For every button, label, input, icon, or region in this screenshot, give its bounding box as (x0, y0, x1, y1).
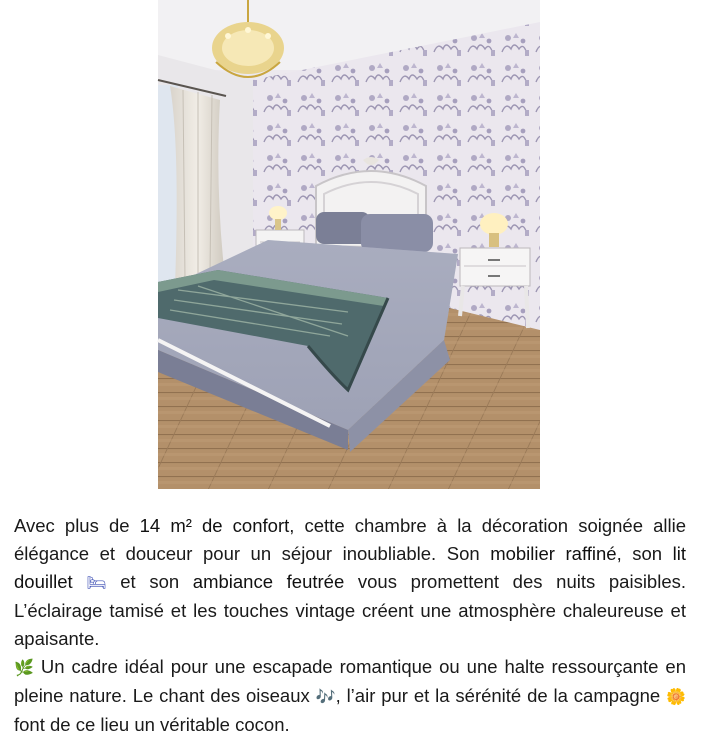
description-paragraph-1 (14, 512, 686, 653)
text-run: , cette chambre à la décoration soignée allie élégance et douceur pour un séjour inoubliable. Son (14, 515, 687, 564)
surface-highlight: 14 m² de confort (139, 515, 290, 536)
leaf-icon: 🌿 (14, 658, 34, 677)
text-run: et son (106, 571, 193, 592)
flower-icon: 🌼 (666, 687, 686, 706)
furniture-highlight: mobilier raffiné (490, 543, 617, 564)
text-run: Avec plus de (14, 515, 140, 536)
text-run: , l’air pur et la sérénité de la campagne (335, 685, 667, 706)
description-paragraph-2 (14, 653, 686, 739)
text-run: font de ce lieu un véritable cocon. (14, 714, 290, 735)
text-run: vous promettent des nuits paisibles. L’éclairage tamisé et les touches vintage créent une atmosphère chaleureuse et apaisante. (14, 571, 687, 649)
text-run: , son (616, 543, 673, 564)
ambiance-highlight: ambiance feutrée (192, 571, 345, 592)
text-run: Un cadre idéal pour une escapade romantique ou une halte ressourçante en pleine nature. Le chant des oiseaux (14, 656, 686, 706)
room-description (14, 512, 686, 739)
music-notes-icon: 🎶 (315, 687, 336, 706)
bed-highlight: lit douillet (14, 543, 686, 592)
bed-icon: 🛏 (86, 573, 107, 592)
bedroom-photo (158, 0, 540, 489)
